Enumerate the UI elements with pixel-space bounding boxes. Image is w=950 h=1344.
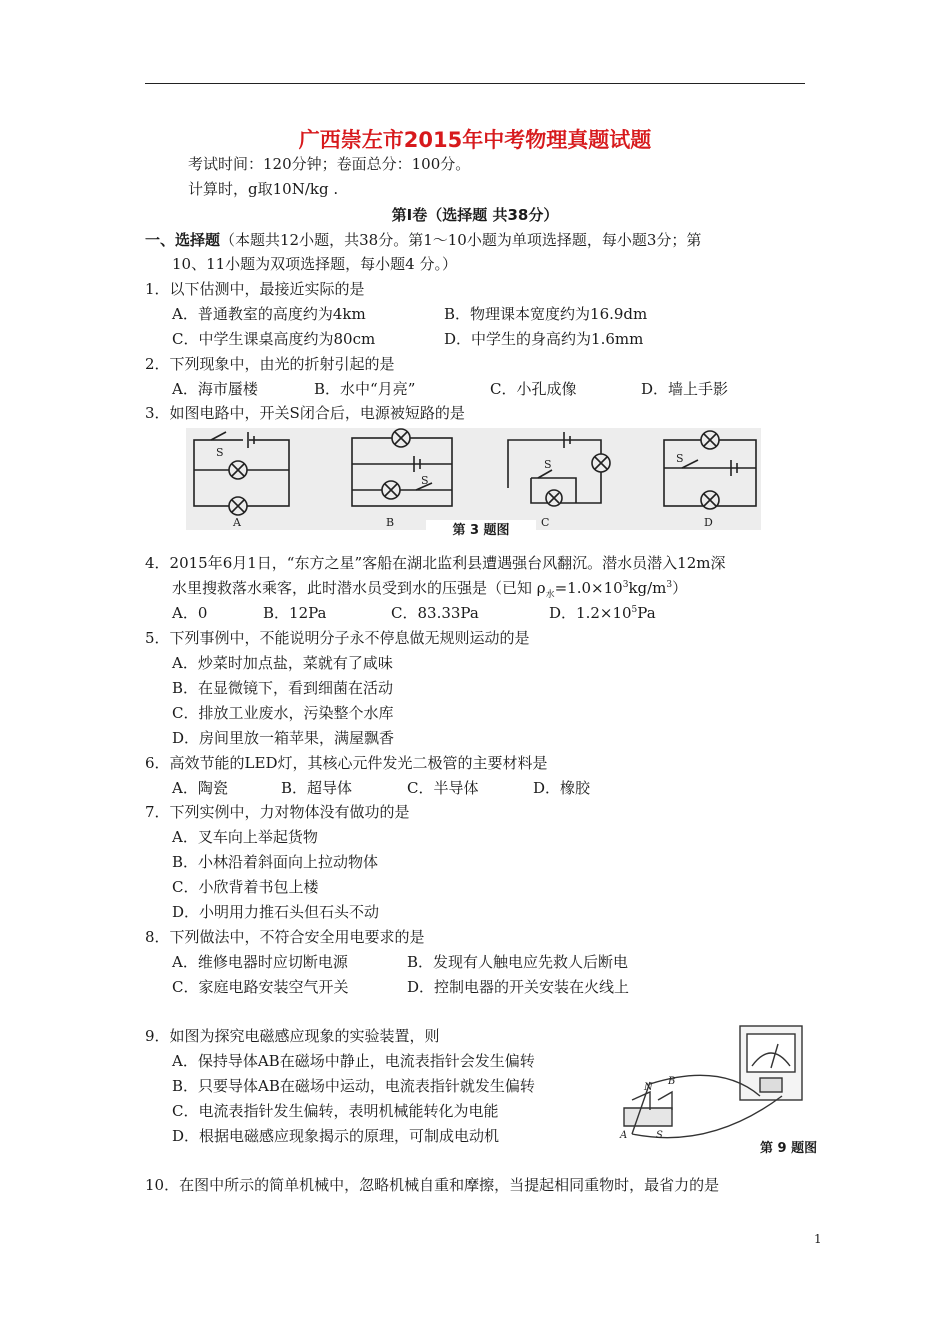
q7-option-d: D．小明用力推石头但石头不动 <box>172 903 380 921</box>
q9-option-a: A．保持导体AB在磁场中静止，电流表指针会发生偏转 <box>172 1052 535 1070</box>
q4-option-d-unit: Pa <box>637 604 656 622</box>
q9-option-b: B．只要导体AB在磁场中运动，电流表指针就发生偏转 <box>172 1077 535 1095</box>
q3-switch-label-a: S <box>216 446 224 459</box>
q2-stem: 2．下列现象中，由光的折射引起的是 <box>145 355 395 373</box>
q4-stem-2-pre: 水里搜救落水乘客，此时潜水员受到水的压强是（已知 ρ <box>172 579 546 597</box>
q3-switch-label-d: S <box>676 452 684 465</box>
q5-option-a: A．炒菜时加点盐，菜就有了咸味 <box>172 654 393 672</box>
q3-circuit-figure <box>186 428 761 530</box>
q5-stem: 5．下列事例中，不能说明分子永不停息做无规则运动的是 <box>145 629 530 647</box>
q4-option-d-pre: D．1.2×10 <box>549 604 632 622</box>
q4-unit-exponent: 3 <box>666 580 673 590</box>
q6-option-a: A．陶瓷 <box>172 779 228 797</box>
q3-stem: 3．如图电路中，开关S闭合后，电源被短路的是 <box>145 404 465 422</box>
q1-option-d: D．中学生的身高约为1.6mm <box>444 330 644 348</box>
q6-stem: 6．高效节能的LED灯，其核心元件发光二极管的主要材料是 <box>145 754 548 772</box>
q9-option-c: C．电流表指针发生偏转，表明机械能转化为电能 <box>172 1102 499 1120</box>
q1-option-c: C．中学生课桌高度约为80cm <box>172 330 376 348</box>
q9-figure-caption: 第 9 题图 <box>760 1141 818 1156</box>
q3-label-a: A <box>233 516 241 529</box>
section-title: 第Ⅰ卷（选择题 共38分） <box>391 206 559 224</box>
q3-circuit-diagrams <box>186 428 761 530</box>
q3-label-c: C <box>541 516 550 529</box>
q3-label-b: B <box>386 516 395 529</box>
part-one-heading: 一、选择题 <box>145 231 221 249</box>
q6-option-b: B．超导体 <box>281 779 353 797</box>
q9-induction-figure <box>610 1022 820 1152</box>
page-title: 广西崇左市2015年中考物理真题试题 <box>298 128 652 152</box>
q8-stem: 8．下列做法中，不符合安全用电要求的是 <box>145 928 425 946</box>
q4-stem-2-end: ） <box>672 579 688 597</box>
q5-option-d: D．房间里放一箱苹果，满屋飘香 <box>172 729 395 747</box>
q2-option-d: D．墙上手影 <box>641 380 729 398</box>
q9-label-a: A <box>620 1130 628 1141</box>
q9-option-d: D．根据电磁感应现象揭示的原理，可制成电动机 <box>172 1127 500 1145</box>
q8-option-b: B．发现有人触电应先救人后断电 <box>407 953 629 971</box>
q2-option-c: C．小孔成像 <box>490 380 577 398</box>
q4-stem-2 <box>172 577 687 600</box>
q9-label-s: S <box>656 1130 663 1141</box>
q3-figure-caption: 第 3 题图 <box>426 520 536 542</box>
q7-option-a: A．叉车向上举起货物 <box>172 828 318 846</box>
q4-unit: kg/m <box>628 579 667 597</box>
q8-option-d: D．控制电器的开关安装在火线上 <box>407 978 630 996</box>
q9-label-n: N <box>644 1082 653 1093</box>
part-one-desc-2: 10、11小题为双项选择题，每小题4 分。） <box>172 255 457 273</box>
q5-option-b: B．在显微镜下，看到细菌在活动 <box>172 679 394 697</box>
q9-stem: 9．如图为探究电磁感应现象的实验装置，则 <box>145 1027 440 1045</box>
q3-label-d: D <box>704 516 713 529</box>
q4-stem-1: 4．2015年6月1日，“东方之星”客船在湖北监利县遭遇强台风翻沉。潜水员潜入12m深 <box>145 554 726 572</box>
header-rule <box>145 83 805 84</box>
q9-apparatus <box>610 1022 820 1152</box>
q7-option-c: C．小欣背着书包上楼 <box>172 878 319 896</box>
q8-option-a: A．维修电器时应切断电源 <box>172 953 348 971</box>
q7-stem: 7．下列实例中，力对物体没有做功的是 <box>145 803 410 821</box>
q5-option-c: C．排放工业废水，污染整个水库 <box>172 704 394 722</box>
q2-option-a: A．海市蜃楼 <box>172 380 258 398</box>
q3-switch-label-b: S <box>421 474 429 487</box>
part-one-heading-line <box>145 229 701 250</box>
q7-option-b: B．小林沿着斜面向上拉动物体 <box>172 853 379 871</box>
q8-option-c: C．家庭电路安装空气开关 <box>172 978 349 996</box>
gravity-note: 计算时，g取10N/kg . <box>188 180 339 198</box>
q6-option-d: D．橡胶 <box>533 779 591 797</box>
exam-time-line: 考试时间：120分钟；卷面总分：100分。 <box>188 155 471 173</box>
q4-option-d <box>549 602 656 623</box>
q10-stem: 10．在图中所示的简单机械中，忽略机械自重和摩擦，当提起相同重物时，最省力的是 <box>145 1176 720 1194</box>
q1-option-a: A．普通教室的高度约为4km <box>172 305 366 323</box>
q3-switch-label-c: S <box>544 458 552 471</box>
q4-option-d-exponent: 5 <box>631 605 638 615</box>
q9-label-b: B <box>668 1076 676 1087</box>
page-number: 1 <box>814 1232 822 1246</box>
q4-exponent: 3 <box>622 580 629 590</box>
q4-option-c: C．83.33Pa <box>391 604 479 622</box>
q1-option-b: B．物理课本宽度约为16.9dm <box>444 305 648 323</box>
q2-option-b: B．水中“月亮” <box>314 380 416 398</box>
q4-option-b: B．12Pa <box>263 604 327 622</box>
q4-stem-2-mid: =1.0×10 <box>554 579 623 597</box>
q4-option-a: A．0 <box>172 604 208 622</box>
q4-rho-subscript: 水 <box>545 590 555 600</box>
q6-option-c: C．半导体 <box>407 779 479 797</box>
q1-stem: 1．以下估测中，最接近实际的是 <box>145 280 365 298</box>
part-one-desc: （本题共12小题，共38分。第1～10小题为单项选择题，每小题3分；第 <box>220 231 702 249</box>
